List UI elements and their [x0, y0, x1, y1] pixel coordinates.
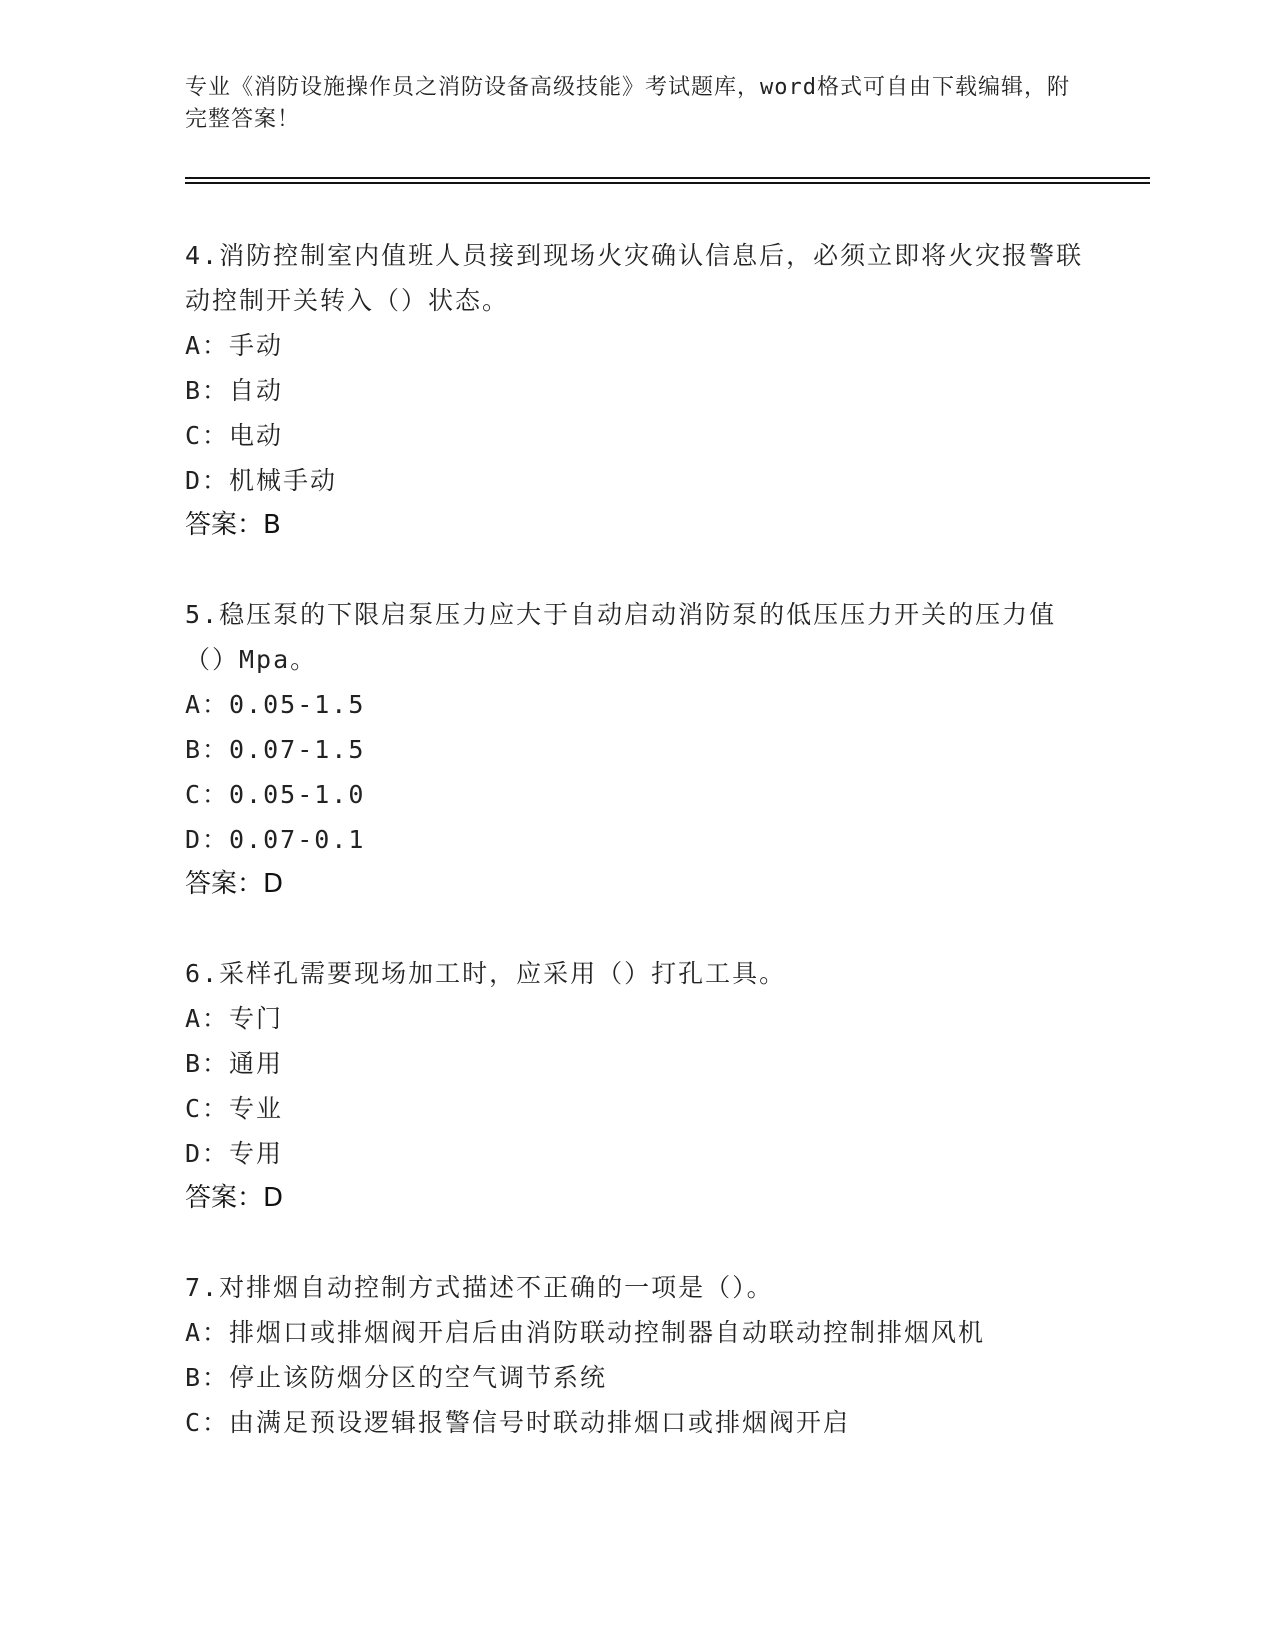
- option-text: 停止该防烟分区的空气调节系统: [229, 1363, 608, 1392]
- option-letter: A：: [185, 690, 230, 719]
- question-stem: 6.采样孔需要现场加工时，应采用（）打孔工具。: [185, 959, 787, 988]
- option-c: [185, 772, 1085, 817]
- option-c: [185, 1400, 1085, 1445]
- option-text: 专业: [229, 1094, 284, 1123]
- option-letter: B：: [185, 376, 230, 405]
- header-divider-bottom: [185, 182, 1150, 184]
- option-letter: C：: [185, 780, 230, 809]
- option-letter: D：: [185, 825, 230, 854]
- option-text: 0.05-1.5: [229, 690, 366, 719]
- option-c: [185, 413, 1085, 458]
- answer-line: 答案：D: [185, 869, 284, 899]
- option-letter: A：: [185, 1318, 230, 1347]
- option-letter: B：: [185, 735, 230, 764]
- option-letter: C：: [185, 1094, 230, 1123]
- option-d: [185, 817, 1085, 862]
- document-header: 专业《消防设施操作员之消防设备高级技能》考试题库，word格式可自由下载编辑，附完整答案！: [185, 75, 1070, 132]
- option-a: [185, 682, 1085, 727]
- option-letter: B：: [185, 1363, 230, 1392]
- question-item: [185, 1265, 1085, 1445]
- option-text: 专门: [229, 1004, 284, 1033]
- option-text: 0.05-1.0: [229, 780, 366, 809]
- option-b: [185, 727, 1085, 772]
- option-b: [185, 1355, 1085, 1400]
- question-stem: 5.稳压泵的下限启泵压力应大于自动启动消防泵的低压压力开关的压力值（）Mpa。: [185, 600, 1057, 674]
- option-text: 排烟口或排烟阀开启后由消防联动控制器自动联动控制排烟风机: [229, 1318, 986, 1347]
- option-letter: D：: [185, 466, 230, 495]
- option-b: [185, 368, 1085, 413]
- option-text: 由满足预设逻辑报警信号时联动排烟口或排烟阀开启: [229, 1408, 851, 1437]
- option-a: [185, 323, 1085, 368]
- option-letter: A：: [185, 1004, 230, 1033]
- question-item: [185, 233, 1085, 548]
- option-text: 专用: [229, 1139, 284, 1168]
- answer-line: 答案：B: [185, 510, 281, 540]
- option-d: [185, 1131, 1085, 1176]
- option-letter: D：: [185, 1139, 230, 1168]
- option-text: 手动: [229, 331, 284, 360]
- question-stem: 7.对排烟自动控制方式描述不正确的一项是（）。: [185, 1273, 774, 1302]
- header-divider-top: [185, 177, 1150, 179]
- option-b: [185, 1041, 1085, 1086]
- question-stem: 4.消防控制室内值班人员接到现场火灾确认信息后，必须立即将火灾报警联动控制开关转入（）状态。: [185, 241, 1084, 315]
- option-text: 0.07-0.1: [229, 825, 366, 854]
- option-text: 电动: [229, 421, 284, 450]
- option-letter: B：: [185, 1049, 230, 1078]
- option-text: 机械手动: [229, 466, 338, 495]
- question-item: [185, 951, 1085, 1221]
- option-text: 0.07-1.5: [229, 735, 366, 764]
- option-d: [185, 458, 1085, 503]
- question-item: [185, 592, 1085, 907]
- option-a: [185, 996, 1085, 1041]
- option-a: [185, 1310, 1085, 1355]
- option-letter: A：: [185, 331, 230, 360]
- option-text: 通用: [229, 1049, 284, 1078]
- answer-line: 答案：D: [185, 1183, 284, 1213]
- question-list: [185, 233, 1085, 1489]
- option-c: [185, 1086, 1085, 1131]
- option-letter: C：: [185, 1408, 230, 1437]
- option-text: 自动: [229, 376, 284, 405]
- option-letter: C：: [185, 421, 230, 450]
